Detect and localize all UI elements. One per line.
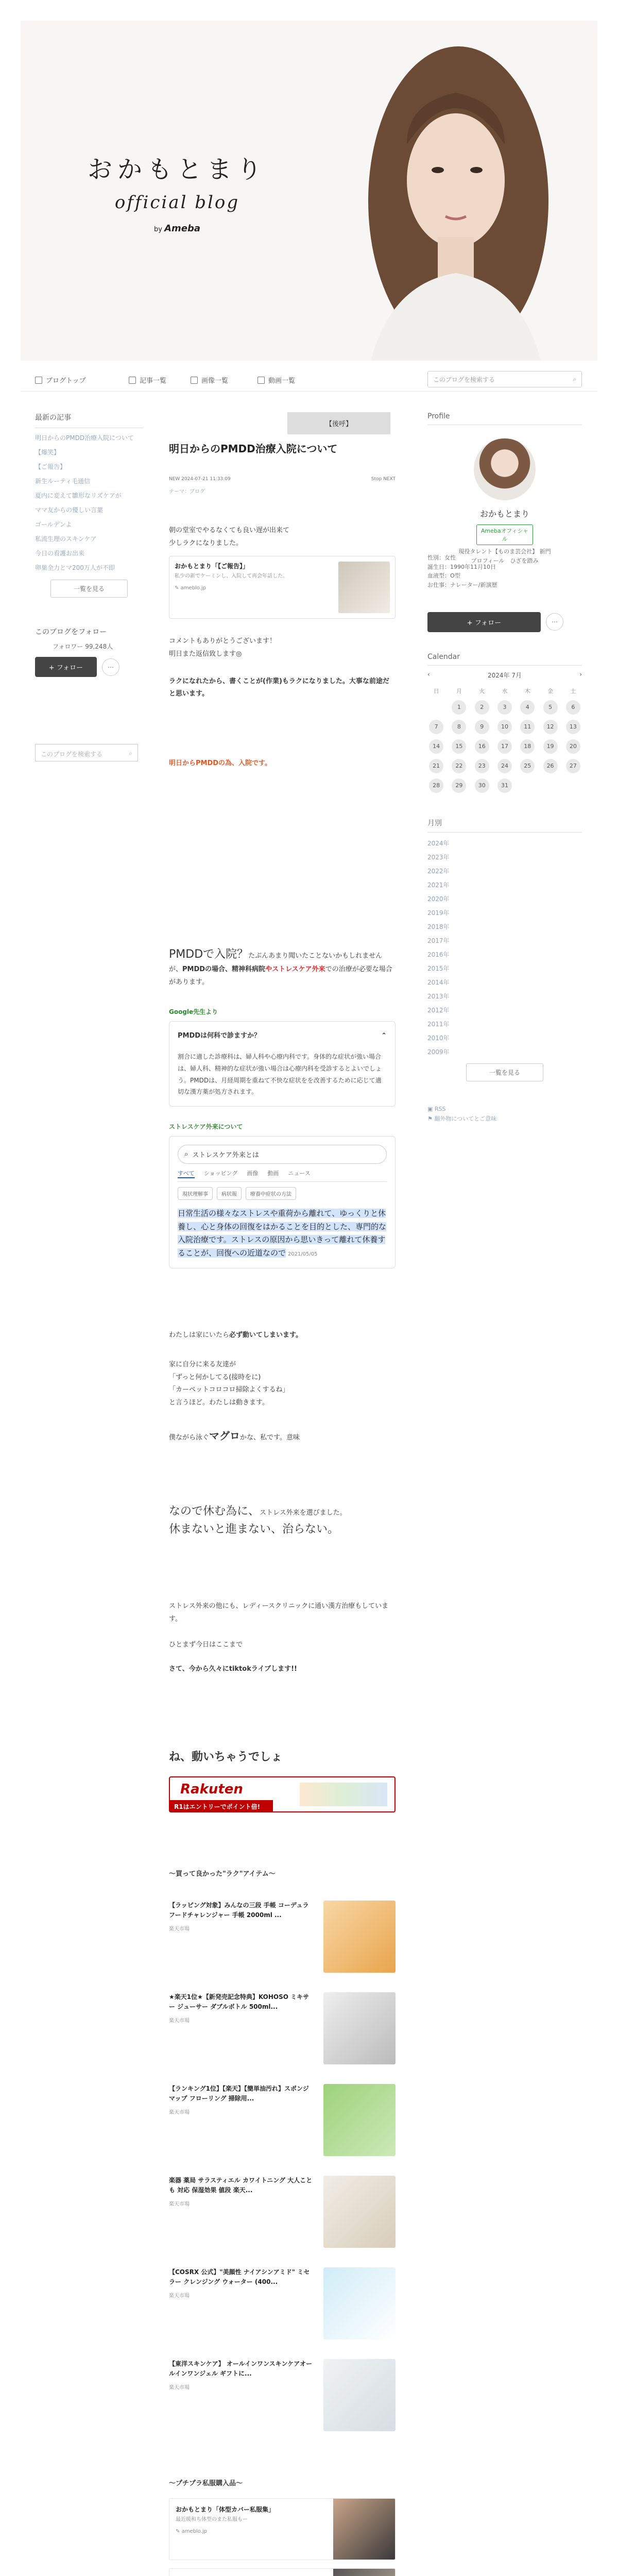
calendar-day[interactable]: 23 [475,759,489,773]
avatar[interactable] [474,438,536,500]
google-tabs [178,1169,387,1182]
nav-images[interactable]: 画像一覧 [191,375,228,385]
archive-item[interactable]: 2023年 [427,853,450,861]
report-link[interactable]: ⚑ 翻外物についてとご意味 [427,1115,497,1123]
calendar-month: 2024年 7月 [488,671,522,679]
google-chip[interactable]: 療養中症状の方法 [246,1187,296,1200]
google-card-2 [169,1136,396,1268]
calendar-day[interactable]: 1 [452,700,466,715]
archive-more-button[interactable]: 一覧を見る [466,1063,543,1081]
follower-count: フォロワー 99,248人 [53,643,113,650]
para-1: 朝の堂室でやるなくても良い遅が出来て 少しラクになりました。 [169,527,290,547]
petit-title: 〜プチプラ私服購入品〜 [169,2479,243,2487]
archive-item[interactable]: 2017年 [427,937,450,944]
para-5: わたしは家にいたら必ず動いてしまいます。 [169,1331,302,1340]
google-answer: 割合に適した診療科は、婦人科や心療内科です。身体的な症状が強い場合は、婦人科、精神的な症状が強い場合は心療内科を受診するとよいでしょう。PMDDは、月経周期を重ねて不快な症状をを改善するために応じて適切な漢方薬が処方されます。 [178,1053,382,1096]
product-image [323,1992,396,2064]
archive-item[interactable]: 2019年 [427,909,450,917]
embed-thumbnail [338,562,390,613]
google-label: Google先生より [169,1008,218,1016]
archive-item[interactable]: 2010年 [427,1034,450,1042]
product-item[interactable]: 楽器 薬局 サラスティエル カワイトニング 大人ことも 対応 保湿効果 値段 楽天... 楽天市場 [169,2176,396,2248]
rakuten-products-image [300,1783,387,1806]
recent-item[interactable]: ゴールデンよ [35,521,72,528]
archive-title: 月別 [427,818,582,833]
right-sidebar [427,412,582,1124]
para-9: ひとまず今日はここまで [169,1641,243,1649]
pmdd-intro: PMDDで入院？たぶんあまり聞いたことないかもしれませんが、PMDDの場合、精神科病院やストレスケア外来での治療が必要な場合があります。 [169,947,392,986]
calendar-day[interactable]: 20 [566,739,580,754]
recent-item[interactable]: 私流生理のスキンケア [35,535,97,543]
archive-item[interactable]: 2024年 [427,839,450,847]
more-options-icon[interactable]: ⋯ [102,658,119,676]
recent-item[interactable]: 夏内に変えて雛形なリズケアが [35,492,122,499]
profile-follow-button[interactable]: + フォロー [427,612,541,632]
calendar-day[interactable]: 25 [520,759,535,773]
para-3: ラクになれたから、書くことが(作業)もラクになりました。大事な前途だと思います。 [169,677,389,698]
calendar-day[interactable]: 2 [475,700,489,715]
archive-item[interactable]: 2013年 [427,992,450,1000]
calendar-day[interactable]: 28 [429,778,443,793]
recent-item[interactable]: 【爆笑】 [35,449,60,456]
recent-item[interactable]: 卵巣全力とマ200万人が不即 [35,564,115,571]
rakuten-banner[interactable] [169,1776,396,1812]
recent-title: 最新の記事 [35,412,143,428]
embed-desc: 私少の新でケーミンし、入院して再会年話した。 [175,573,288,580]
google-question[interactable]: PMDDは何科で診ますか？ ⌃ [178,1032,387,1040]
calendar-title: Calendar [427,653,582,666]
profile-name[interactable]: おかもとまり [479,509,529,519]
rss-icon: ▣ [427,1105,433,1112]
profile-title: Profile [427,412,582,425]
blog-subtitle: official blog [114,192,240,213]
recent-item[interactable]: ママ友からの優しい言葉 [35,506,104,514]
calendar-day[interactable]: 31 [497,778,512,793]
archive-item[interactable]: 2016年 [427,951,450,958]
calendar-day[interactable]: 24 [497,759,512,773]
google-card-1 [169,1021,396,1107]
article [169,412,396,2576]
calendar-day[interactable]: 13 [566,720,580,734]
feed-links [427,1104,582,1125]
product-image [323,2084,396,2156]
product-item[interactable]: 【ランキング1位】【楽天】【簡単油汚れ】スポンジマップ フローリング 掃除用... 楽天市場 [169,2084,396,2156]
recent-item[interactable]: 【ご報告】 [35,463,66,470]
para-6: 家に自分に来る友達が 「ずっと何かしてる(接時をに) 「カーペットコロコロ掃除よくするね」 と言うほど。わたしは動きます。 [169,1360,289,1406]
tab-images[interactable]: 画像 [247,1170,259,1177]
calendar-day[interactable]: 16 [475,739,489,754]
archive-item[interactable]: 2021年 [427,881,450,889]
para-8: ストレス外来の他にも、レディースクリニックに通い漢方治療もしています。 [169,1602,389,1623]
follow-button[interactable]: + フォロー [35,657,97,677]
recent-item[interactable]: 今日の看護お出来 [35,550,85,557]
google-search-input[interactable]: ⌕ ストレスケア外来とは [178,1145,387,1164]
calendar-day[interactable]: 10 [497,720,512,734]
calendar-day[interactable]: 22 [452,759,466,773]
profile-extra: 現役タレント【ものま芸会社】 新門 プロフィール ひざを踏み [458,548,551,564]
article-date: NEW 2024-07-21 11:33:09 [169,477,231,482]
calendar-day[interactable]: 26 [543,759,558,773]
sidebar-search-input[interactable]: このブログを検索する ⌕ [35,744,138,761]
follow-title: このブログをフォロー [35,628,107,636]
rss-link[interactable]: ▣ RSS [427,1105,446,1112]
calendar-prev[interactable]: ‹ [427,670,430,678]
image-icon [191,377,198,384]
archive-item[interactable]: 2014年 [427,978,450,986]
calendar-day[interactable]: 27 [566,759,580,773]
para-7: 僕ながら泳ぐマグロかな、私です。意味 [169,1429,300,1442]
blog-search-input[interactable]: このブログを検索する ⌕ [427,371,582,387]
profile-info: 性別：女性 誕生日：1990年11月10日 血液型：O型 お仕事：ナレーター/新演歴 [427,554,497,588]
google-chip[interactable]: 病状報 [217,1187,242,1200]
para-2: コメントもありがとうございます！ 明日また返信致します◎ [169,637,277,658]
product-item[interactable]: 【COSRX 公式】"美顔性 ナイアシンアミド" ミセラー クレンジング ウォーター (400... 楽天市場 [169,2267,396,2340]
rakuten-strip: R1はエントリーでポイント倍! [170,1800,273,1811]
nav-articles[interactable]: 記事一覧 [129,375,166,385]
archive-item[interactable]: 2015年 [427,964,450,972]
tab-news[interactable]: ニュース [288,1170,311,1177]
calendar-day[interactable]: 15 [452,739,466,754]
petit-image [333,2499,395,2560]
article-theme[interactable]: テーマ：ブログ [169,489,205,495]
blog-name: おかもとまり [88,155,267,184]
product-item[interactable]: 【ラッピング対象】みんなの三段 手帳 コーデュラ フードチャレンジャー 手帳 2000ml ... 楽天市場 [169,1901,396,1973]
product-item[interactable]: 【東洋スキンケア】 オールインワンスキンケアオールインワンジェル ギフトに... 楽天市場 [169,2359,396,2431]
header-portrait [350,41,556,361]
archive-item[interactable]: 2020年 [427,895,450,903]
stress-label: ストレスケア外来について [169,1123,243,1131]
big-line-1: なので休む為に、ストレス外来を選びました。 [169,1504,347,1518]
by-ameba: by Ameba [153,223,201,234]
petit-image [333,2569,395,2576]
calendar-day[interactable]: 17 [497,739,512,754]
calendar-day[interactable]: 6 [566,700,580,715]
archive-item[interactable]: 2009年 [427,1048,450,1056]
items-title: 〜買って良かった"ラク"アイテム〜 [169,1870,276,1878]
petit-card[interactable]: おかもとまり「体型カバー私服集」 最近暖和ち体型のまた私服もー ✎ ameblo.jp [169,2498,396,2560]
embed-title: おかもとまり「【ご報告】」 [175,563,249,570]
product-image [323,1901,396,1973]
big-line-3: ね、動いちゃうでしょ [169,1750,283,1764]
archive-item[interactable]: 2018年 [427,923,450,930]
blog-logo[interactable] [88,149,267,234]
para-10: さて、今から久々にtiktokライブします!! [169,1665,297,1673]
tab-all[interactable]: すべて [178,1169,195,1178]
stop-next[interactable]: Stop NEXT [371,477,396,482]
calendar-day[interactable]: 19 [543,739,558,754]
left-sidebar [35,412,143,761]
recent-item[interactable]: 新生ルーティ毛通信 [35,478,91,485]
product-item[interactable]: ★楽天1位★【新発売記念特典】KOHOSO ミキサー ジューサー ダブルボトル 500ml... 楽天市場 [169,1992,396,2064]
petit-card[interactable] [169,2568,396,2576]
calendar-day[interactable]: 29 [452,778,466,793]
blog-nav [21,367,597,392]
tab-shopping[interactable]: ショッピング [203,1170,238,1177]
tab-videos[interactable]: 動画 [267,1170,279,1177]
calendar-day[interactable]: 8 [452,720,466,734]
calendar-day[interactable]: 7 [429,720,443,734]
google-chip[interactable]: 現状理解事 [178,1187,213,1200]
calendar-day[interactable]: 3 [497,700,512,715]
calendar-day[interactable]: 11 [520,720,535,734]
calendar-next[interactable]: › [579,670,582,678]
article-tag: 【後呼】 [287,412,390,434]
archive-item[interactable]: 2011年 [427,1020,450,1028]
list-icon [129,377,136,384]
home-icon [35,377,42,384]
rakuten-logo: Rakuten [180,1782,243,1797]
calendar-day[interactable]: 9 [475,720,489,734]
search-icon[interactable]: ⌕ [129,750,132,757]
article-title[interactable]: 明日からのPMDD治療入院について [169,443,338,455]
big-line-2: 休まないと進まない、治らない。 [169,1522,339,1536]
archive-list [427,839,582,1056]
archive-item[interactable]: 2022年 [427,867,450,875]
calendar-day[interactable]: 18 [520,739,535,754]
nav-blog-top[interactable]: ブログトップ [35,375,86,385]
search-icon[interactable]: ⌕ [573,375,576,383]
calendar-grid: 日 月 火 水 木 金 土 1 2 3 4 5 6 7 8 9 10 11 12 13 14 15 16 17 18 19 20 21 22 23 24 25 26 27 28 29 30 31 [427,687,582,793]
product-image [323,2359,396,2431]
recent-item[interactable]: 明日からのPMDD治療入院について [35,434,134,442]
product-image [323,2176,396,2248]
search-icon: ⌕ [184,1150,188,1159]
recent-more-button[interactable]: 一覧を見る [50,580,128,598]
calendar-day[interactable]: 5 [543,700,558,715]
blog-header [21,21,597,361]
embed-card[interactable] [169,556,396,619]
recent-list [35,433,143,572]
calendar-day[interactable]: 4 [520,700,535,715]
more-options-icon[interactable]: ⋯ [546,613,563,631]
nav-videos[interactable]: 動画一覧 [258,375,295,385]
para-4: 明日からPMDDの為、入院です。 [169,759,272,768]
product-image [323,2267,396,2340]
official-badge: Amebaオフィシャル [476,524,533,545]
calendar-day[interactable]: 21 [429,759,443,773]
archive-item[interactable]: 2012年 [427,1006,450,1014]
video-icon [258,377,265,384]
google-highlight: 日常生活の様々なストレスや重荷から離れて、ゆっくりと休養し、心と身体の回復をはかることを目的とした、専門的な入院治療です。ストレスの原因から思いきって離れて休養することが、回復への近道なので 2021/05/05 [178,1209,387,1258]
flag-icon: ⚑ [427,1115,433,1123]
calendar-day[interactable]: 30 [475,778,489,793]
calendar-day[interactable]: 14 [429,739,443,754]
embed-source: ✎ ameblo.jp [175,585,206,591]
calendar-day[interactable]: 12 [543,720,558,734]
